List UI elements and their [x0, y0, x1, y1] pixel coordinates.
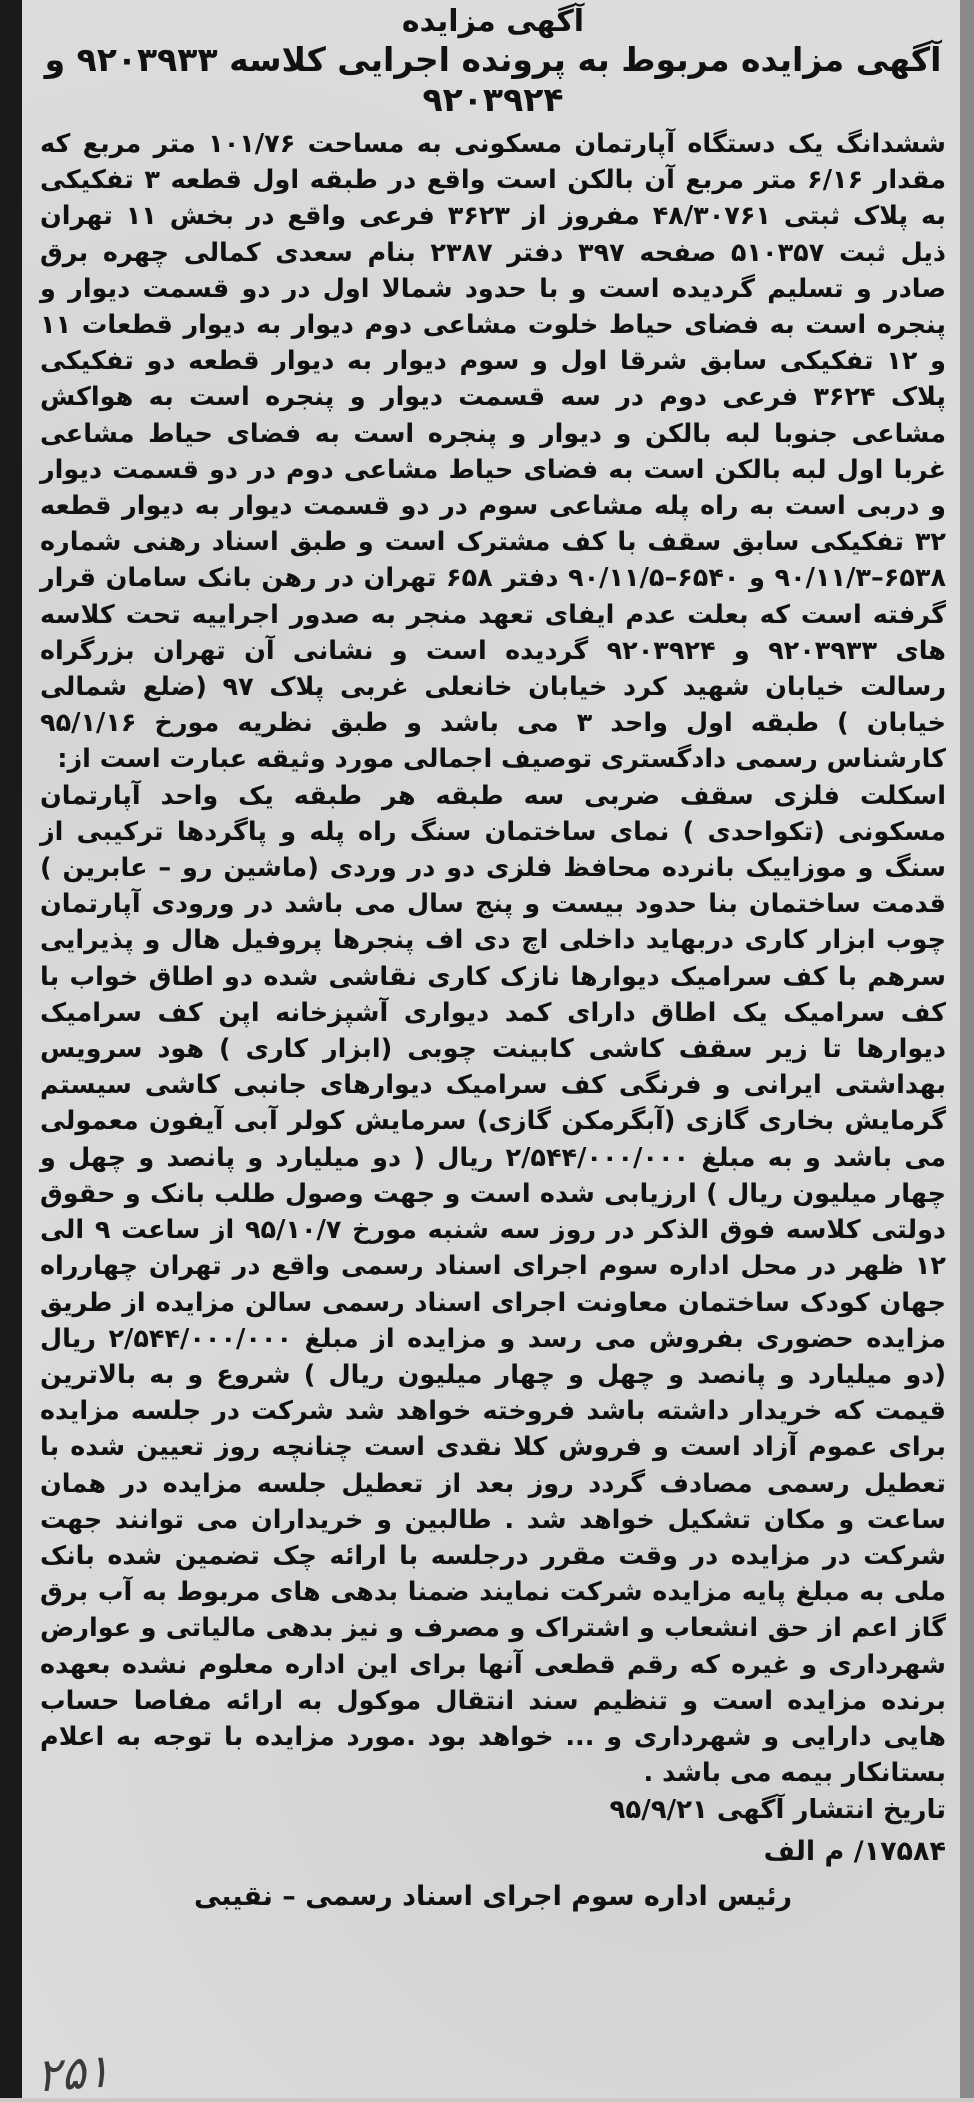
auction-notice: [40, 4, 946, 1919]
signature-line: رئیس اداره سوم اجرای اسناد رسمی – نقیبی: [193, 1881, 793, 1913]
reference-number: ۱۷۵۸۴/ م الف: [763, 1836, 946, 1868]
scan-edge-left: [0, 0, 22, 2098]
notice-heading: آگهی مزایده: [401, 4, 585, 39]
scan-edge-right: [960, 0, 974, 2098]
publish-date: تاریخ انتشار آگهی ۹۵/۹/۲۱: [609, 1795, 946, 1826]
handwritten-number: ۲۵۱: [34, 2043, 112, 2102]
notice-subheading: آگهی مزایده مربوط به پرونده اجرایی کلاسه ۹۲۰۳۹۳۳ و ۹۲۰۳۹۲۴: [44, 40, 942, 119]
property-description-paragraph: ششدانگ یک دستگاه آپارتمان مسکونی به مساحت ۱۰۱/۷۶ متر مربع که مقدار ۶/۱۶ متر مربع آن بالکن است واقع در طبقه اول قطعه ۳ تفکیکی به پلاک ثبتی ۴۸/۳۰۷۶۱ مفروز از ۳۶۲۳ فرعی واقع در بخش ۱۱ تهران ذیل ثبت ۵۱۰۳۵۷ صفحه ۳۹۷ دفتر ۲۳۸۷ بنام سعدی کمالی چهره برق صادر و تسلیم گردیده است و با حدود شمالا اول در دو قسمت دیوار و پنجره است به فضای حیاط خلوت مشاعی دوم دیوار به دیوار قطعات ۱۱ و ۱۲ تفکیکی سابق شرقا اول و سوم دیوار به دیوار قطعه دو تفکیکی پلاک ۳۶۲۴ فرعی دوم در سه قسمت دیوار و پنجره است به هواکش مشاعی جنوبا لبه بالکن و دیوار و پنجره است به فضای حیاط مشاعی غربا اول لبه بالکن است به فضای حیاط مشاعی دوم در دو قسمت دیوار و دربی است به راه پله مشاعی سوم در دو قسمت دیوار به دیوار قطعه ۳۲ تفکیکی سابق سقف با کف مشترک است و طبق اسناد رهنی شماره ۶۵۳۸–۹۰/۱۱/۳ و ۶۵۴۰–۹۰/۱۱/۵ دفتر ۶۵۸ تهران در رهن بانک سامان قرار گرفته است که بعلت عدم ایفای تعهد منجر به صدور اجراییه تحت کلاسه های ۹۲۰۳۹۳۳ و ۹۲۰۳۹۲۴ گردیده است و نشانی آن تهران بزرگراه رسالت خیابان شهید کرد خیابان خانعلی غربی پلاک ۹۷ (ضلع شمالی خیابان ) طبقه اول واحد ۳ می باشد و طبق نظریه مورخ ۹۵/۱/۱۶ کارشناس رسمی دادگستری توصیف اجمالی مورد وثیقه عبارت است از:: [40, 129, 947, 775]
auction-terms-paragraph: اسکلت فلزی سقف ضربی سه طبقه هر طبقه یک واحد آپارتمان مسکونی (تکواحدی ) نمای ساختمان سنگ راه پله و پاگردها ترکیبی از سنگ و موزاییک بانرده محافظ فلزی دو در وردی (ماشین رو – عابرین ) قدمت ساختمان بنا حدود بیست و پنج سال می باشد در ورودی آپارتمان چوب ابزار کاری دربهاید داخلی اچ دی اف پنجرها پروفیل هال و پذیرایی سرهم با کف سرامیک دیوارها نازک کاری نقاشی شده دو اطاق خواب با کف سرامیک یک اطاق دارای کمد دیواری آشپزخانه اپن کف سرامیک دیوارها تا زیر سقف کاشی کابینت چوبی (ابزار کاری ) هود سرویس بهداشتی ایرانی و فرنگی کف سرامیک دیوارهای جانبی کاشی سیستم گرمایش بخاری گازی (آبگرمکن گازی) سرمایش کولر آبی آیفون معمولی می باشد و به مبلغ ۲/۵۴۴/۰۰۰/۰۰۰ ریال ( دو میلیارد و پانصد و چهل و چهار میلیون ریال ) ارزیابی شده است و جهت وصول طلب بانک و حقوق دولتی کلاسه فوق الذکر در روز سه شنبه مورخ ۹۵/۱۰/۷ از ساعت ۹ الی ۱۲ ظهر در محل اداره سوم اجرای اسناد رسمی واقع در تهران چهارراه جهان کودک ساختمان معاونت اجرای اسناد رسمی سالن مزایده از طریق مزایده حضوری بفروش می رسد و مزایده از مبلغ ۲/۵۴۴/۰۰۰/۰۰۰ ریال (دو میلیارد و پانصد و چهل و چهار میلیون ریال ) شروع و به بالاترین قیمت که خریدار داشته باشد فروخته خواهد شد شرکت در جلسه مزایده برای عموم آزاد است و فروش کلا نقدی است چنانچه روز تعیین شده با تعطیل رسمی مصادف گردد روز بعد از تعطیل جلسه مزایده در همان ساعت و مکان تشکیل خواهد شد . طالبین و خریداران می توانند جهت شرکت در مزایده در وقت مقرر درجلسه با ارائه چک تضمین شده بانک ملی به مبلغ پایه مزایده شرکت نمایند ضمنا بدهی های مربوط به آب برق گاز اعم از حق انشعاب و اشتراک و مصرف و نیز بدهی مالیاتی و عوارض شهرداری و غیره که رقم قطعی آنها برای این اداره معلوم نشده بعهده برنده مزایده است و تنظیم سند انتقال موکول به ارائه مفاصا حساب هایی دارایی و شهرداری و ... خواهد بود .مورد مزایده با توجه به اعلام بستانکار بیمه می باشد .: [40, 780, 946, 1789]
